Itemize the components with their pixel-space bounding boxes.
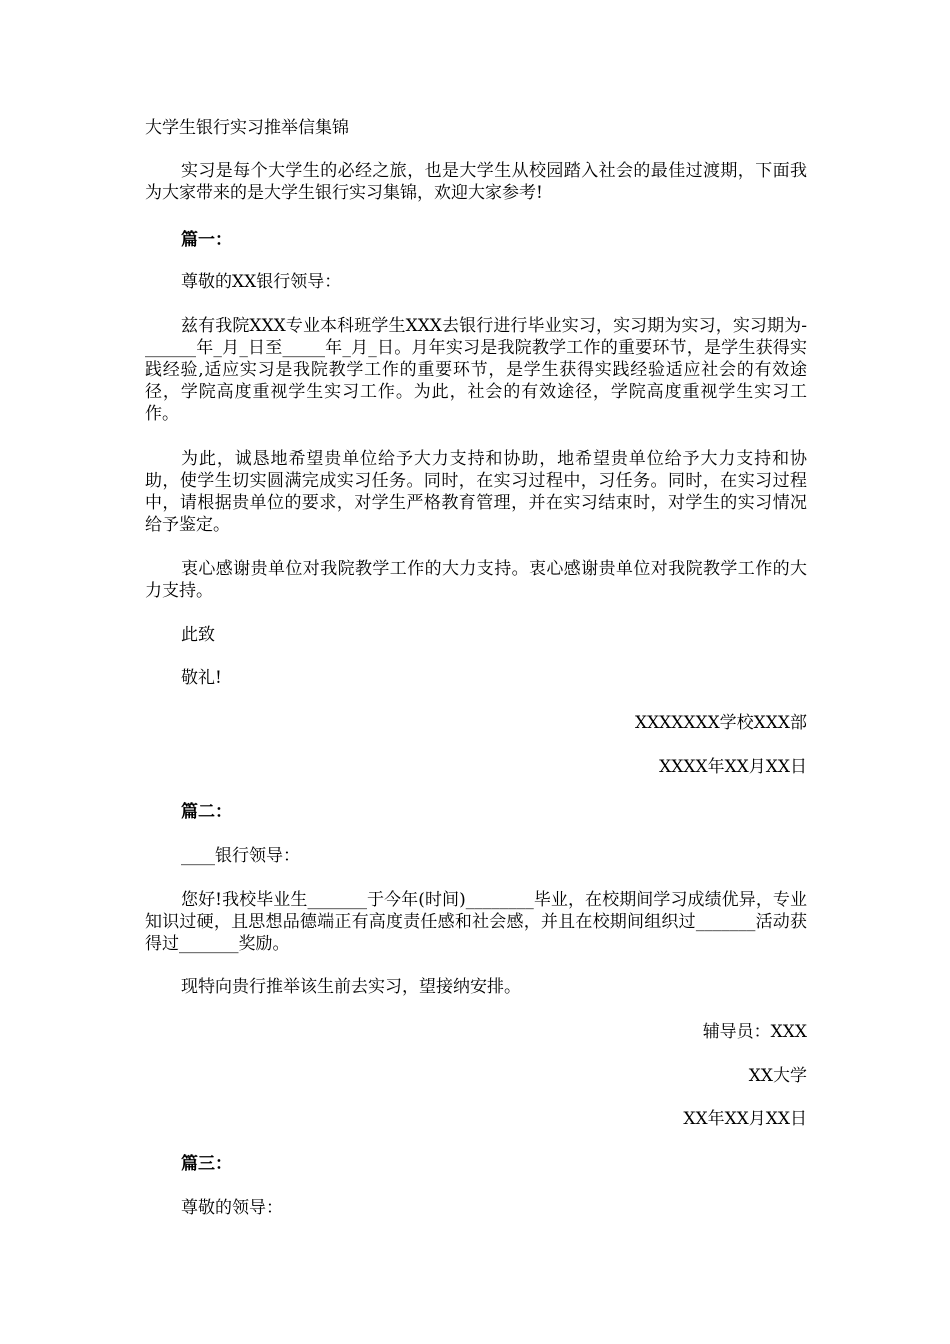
section-1-closing-cizhi: 此致 — [181, 625, 215, 645]
section-1-paragraph-1: 兹有我院XXX专业本科班学生XXX去银行进行毕业实习，实习期为实习，实习期为-______年_月_日至_____年_月_日。月年实习是我院教学工作的重要环节，是学生获得实践经验,适应实习是我院教学工作的重要环节，是学生获得实践经验适应社会的有效途径，学院高度重视学生实习工作。为此，社会的有效途径，学院高度重视学生实习工作。 — [145, 316, 807, 424]
section-1-heading: 篇一： — [181, 230, 232, 250]
section-2-paragraph-1: 您好!我校毕业生_______于今年(时间)________毕业，在校期间学习成绩优异，专业知识过硬，且思想品德端正有高度责任感和社会感，并且在校期间组织过_______活动获得过_______奖励。 — [145, 890, 807, 954]
section-2-paragraph-2: 现特向贵行推举该生前去实习，望接纳安排。 — [181, 977, 521, 997]
section-2-counselor: 辅导员：XXX — [702, 1022, 807, 1042]
intro-paragraph: 实习是每个大学生的必经之旅，也是大学生从校园踏入社会的最佳过渡期，下面我为大家带来的是大学生银行实习集锦，欢迎大家参考! — [145, 161, 807, 203]
document-page — [145, 0, 807, 1344]
section-1-paragraph-3: 衷心感谢贵单位对我院教学工作的大力支持。衷心感谢贵单位对我院教学工作的大力支持。 — [145, 559, 807, 601]
section-1-salutation: 尊敬的XX银行领导： — [181, 272, 342, 292]
section-2-date: XX年XX月XX日 — [683, 1109, 807, 1129]
section-2-heading: 篇二： — [181, 802, 232, 822]
section-3-salutation: 尊敬的领导： — [181, 1198, 283, 1218]
section-1-paragraph-2: 为此，诚恳地希望贵单位给予大力支持和协助，地希望贵单位给予大力支持和协助，使学生切实圆满完成实习任务。同时，在实习过程中，习任务。同时，在实习过程中，请根据贵单位的要求，对学生严格教育管理，并在实习结束时，对学生的实习情况给予鉴定。 — [145, 449, 807, 535]
document-title: 大学生银行实习推举信集锦 — [145, 118, 349, 138]
section-3-heading: 篇三： — [181, 1154, 232, 1174]
section-2-school: XX大学 — [748, 1066, 807, 1086]
section-1-date: XXXX年XX月XX日 — [659, 757, 807, 777]
section-2-salutation: ____银行领导： — [181, 846, 300, 866]
section-1-closing-jingli: 敬礼! — [181, 668, 222, 688]
section-1-signature: XXXXXXX学校XXX部 — [634, 713, 807, 733]
